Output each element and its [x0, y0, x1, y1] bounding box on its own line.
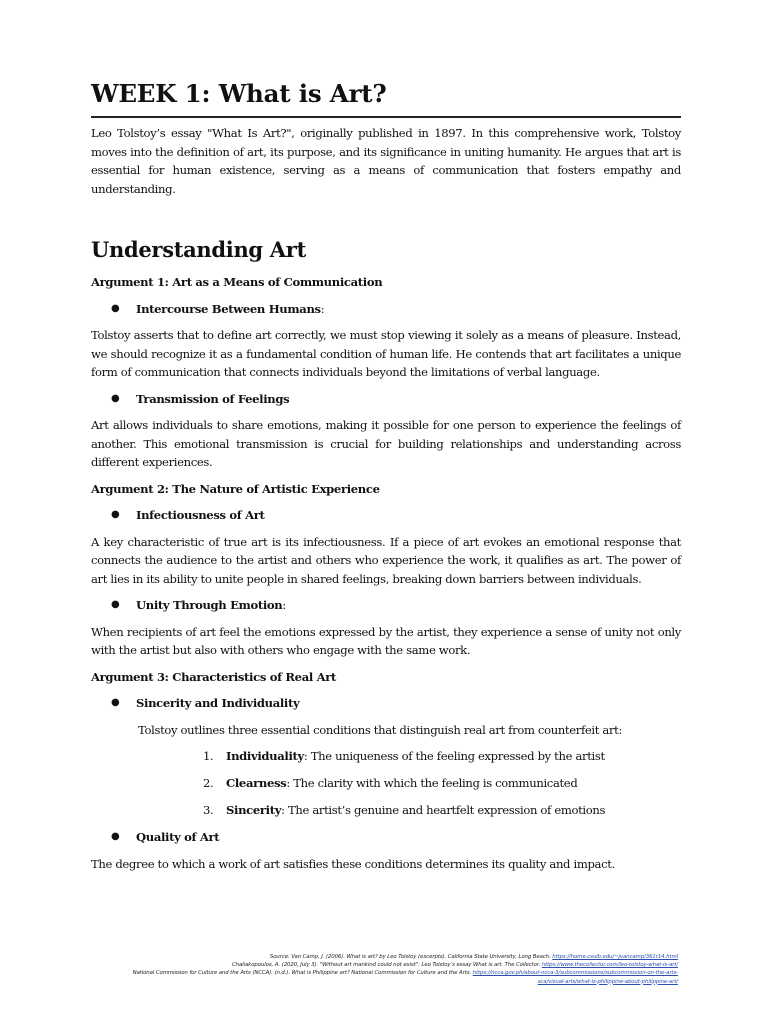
- bullet-point: [91, 596, 681, 615]
- bullet-point: [91, 506, 681, 525]
- condition-desc: : The artist’s genuine and heartfelt expression of emotions: [281, 803, 606, 817]
- point-paragraph: Tolstoy outlines three essential conditions that distinguish real art from counterfeit art:: [138, 722, 623, 737]
- bullet-label: Quality of Art: [136, 830, 220, 844]
- point-paragraph: Art allows individuals to share emotions, making it possible for one person to experience the feelings of another. This emotional transmission is crucial for building relationships and understanding across different experiences.: [91, 418, 681, 469]
- bullet-suffix: :: [282, 598, 286, 612]
- conditions-list: [91, 747, 681, 820]
- condition-number: 3.: [203, 803, 214, 817]
- page-title: WEEK 1: What is Art?: [91, 79, 387, 108]
- bullet-icon: ●: [111, 302, 120, 314]
- condition-item: [91, 801, 681, 820]
- bullet-point: [91, 694, 681, 713]
- citation-text: Source: Van Camp, J. (2006). What is art? by Leo Tolstoy (excerpts). California State University, Long Beach.: [269, 954, 553, 960]
- sources-footer: [118, 953, 678, 986]
- citation-text: Chaliakopoulos, A. (2020, July 3). "Without art mankind could not exist": Leo Tolstoy’s essay What is art. The Collector.: [232, 962, 542, 969]
- bullet-point: [91, 390, 681, 409]
- bullet-icon: ●: [111, 697, 120, 708]
- source-citation: [118, 961, 678, 969]
- citation-text: National Commission for Culture and the Arts (NCCA). (n.d.). What is Philippine art? National Commission for Culture and the Arts.: [132, 970, 473, 977]
- bullet-point: [91, 300, 681, 319]
- condition-item: [91, 774, 681, 793]
- bullet-label: Transmission of Feelings: [136, 391, 290, 406]
- argument-heading: Argument 1: Art as a Means of Communication: [91, 275, 383, 289]
- condition-number: 2.: [203, 776, 214, 790]
- condition-number: 1.: [203, 749, 214, 763]
- condition-term: Sincerity: [226, 803, 282, 817]
- section-heading: Understanding Art: [91, 237, 306, 262]
- point-paragraph: A key characteristic of true art is its infectiousness. If a piece of art evokes an emotional response that connects the audience to the artist and others who experience the work, it qualifies as art. The power of art lies in its ability to unite people in shared feelings, breaking down barriers between individuals.: [91, 534, 681, 586]
- condition-item: [91, 747, 681, 766]
- citation-link[interactable]: https://ncca.gov.ph/about-ncca-3/subcommissions/subcommission-on-the-arts-sca/visual-arts/what-is-philippine-about-philippine-art/: [472, 970, 678, 985]
- condition-desc: : The clarity with which the feeling is communicated: [286, 776, 578, 790]
- argument-heading: Argument 3: Characteristics of Real Art: [91, 669, 337, 684]
- bullet-icon: ●: [111, 599, 120, 610]
- point-paragraph: When recipients of art feel the emotions expressed by the artist, they experience a sense of unity not only with the artist but also with others who engage with the same work.: [91, 624, 681, 657]
- bullet-suffix: :: [320, 301, 325, 316]
- condition-term: Individuality: [226, 749, 304, 763]
- title-underline: [91, 116, 681, 118]
- bullet-label: Infectiousness of Art: [136, 508, 265, 522]
- citation-link[interactable]: https://home.csulb.edu/~jvancamp/361r14.html: [552, 954, 678, 960]
- source-citation: [118, 953, 678, 961]
- bullet-icon: ●: [111, 509, 120, 520]
- point-paragraph: Tolstoy asserts that to define art correctly, we must stop viewing it solely as a means of pleasure. Instead, we should recognize it as a fundamental condition of human life. He contends that art facilitates a unique form of communication that connects individuals beyond the limitations of verbal language.: [91, 328, 681, 379]
- condition-desc: : The uniqueness of the feeling expressed by the artist: [303, 749, 605, 763]
- intro-paragraph: Leo Tolstoy’s essay "What Is Art?", originally published in 1897. In this comprehensive work, Tolstoy moves into the definition of art, its purpose, and its significance in uniting humanity. He argues that art is essential for human existence, serving as a means of communication that fosters empathy and understanding.: [91, 126, 681, 196]
- document-body: [91, 124, 681, 873]
- bullet-icon: ●: [111, 831, 120, 842]
- citation-link[interactable]: https://www.thecollector.com/leo-tolstoy-what-is-art/: [541, 962, 678, 969]
- argument-heading: Argument 2: The Nature of Artistic Experience: [91, 481, 380, 496]
- bullet-label: Intercourse Between Humans: [136, 301, 321, 316]
- bullet-icon: ●: [111, 392, 120, 404]
- bullet-point: [91, 828, 681, 847]
- condition-term: Clearness: [226, 776, 287, 790]
- bullet-label: Unity Through Emotion: [136, 598, 283, 612]
- point-paragraph: The degree to which a work of art satisfies these conditions determines its quality and impact.: [91, 856, 615, 871]
- source-citation: [118, 969, 678, 985]
- bullet-label: Sincerity and Individuality: [136, 696, 300, 710]
